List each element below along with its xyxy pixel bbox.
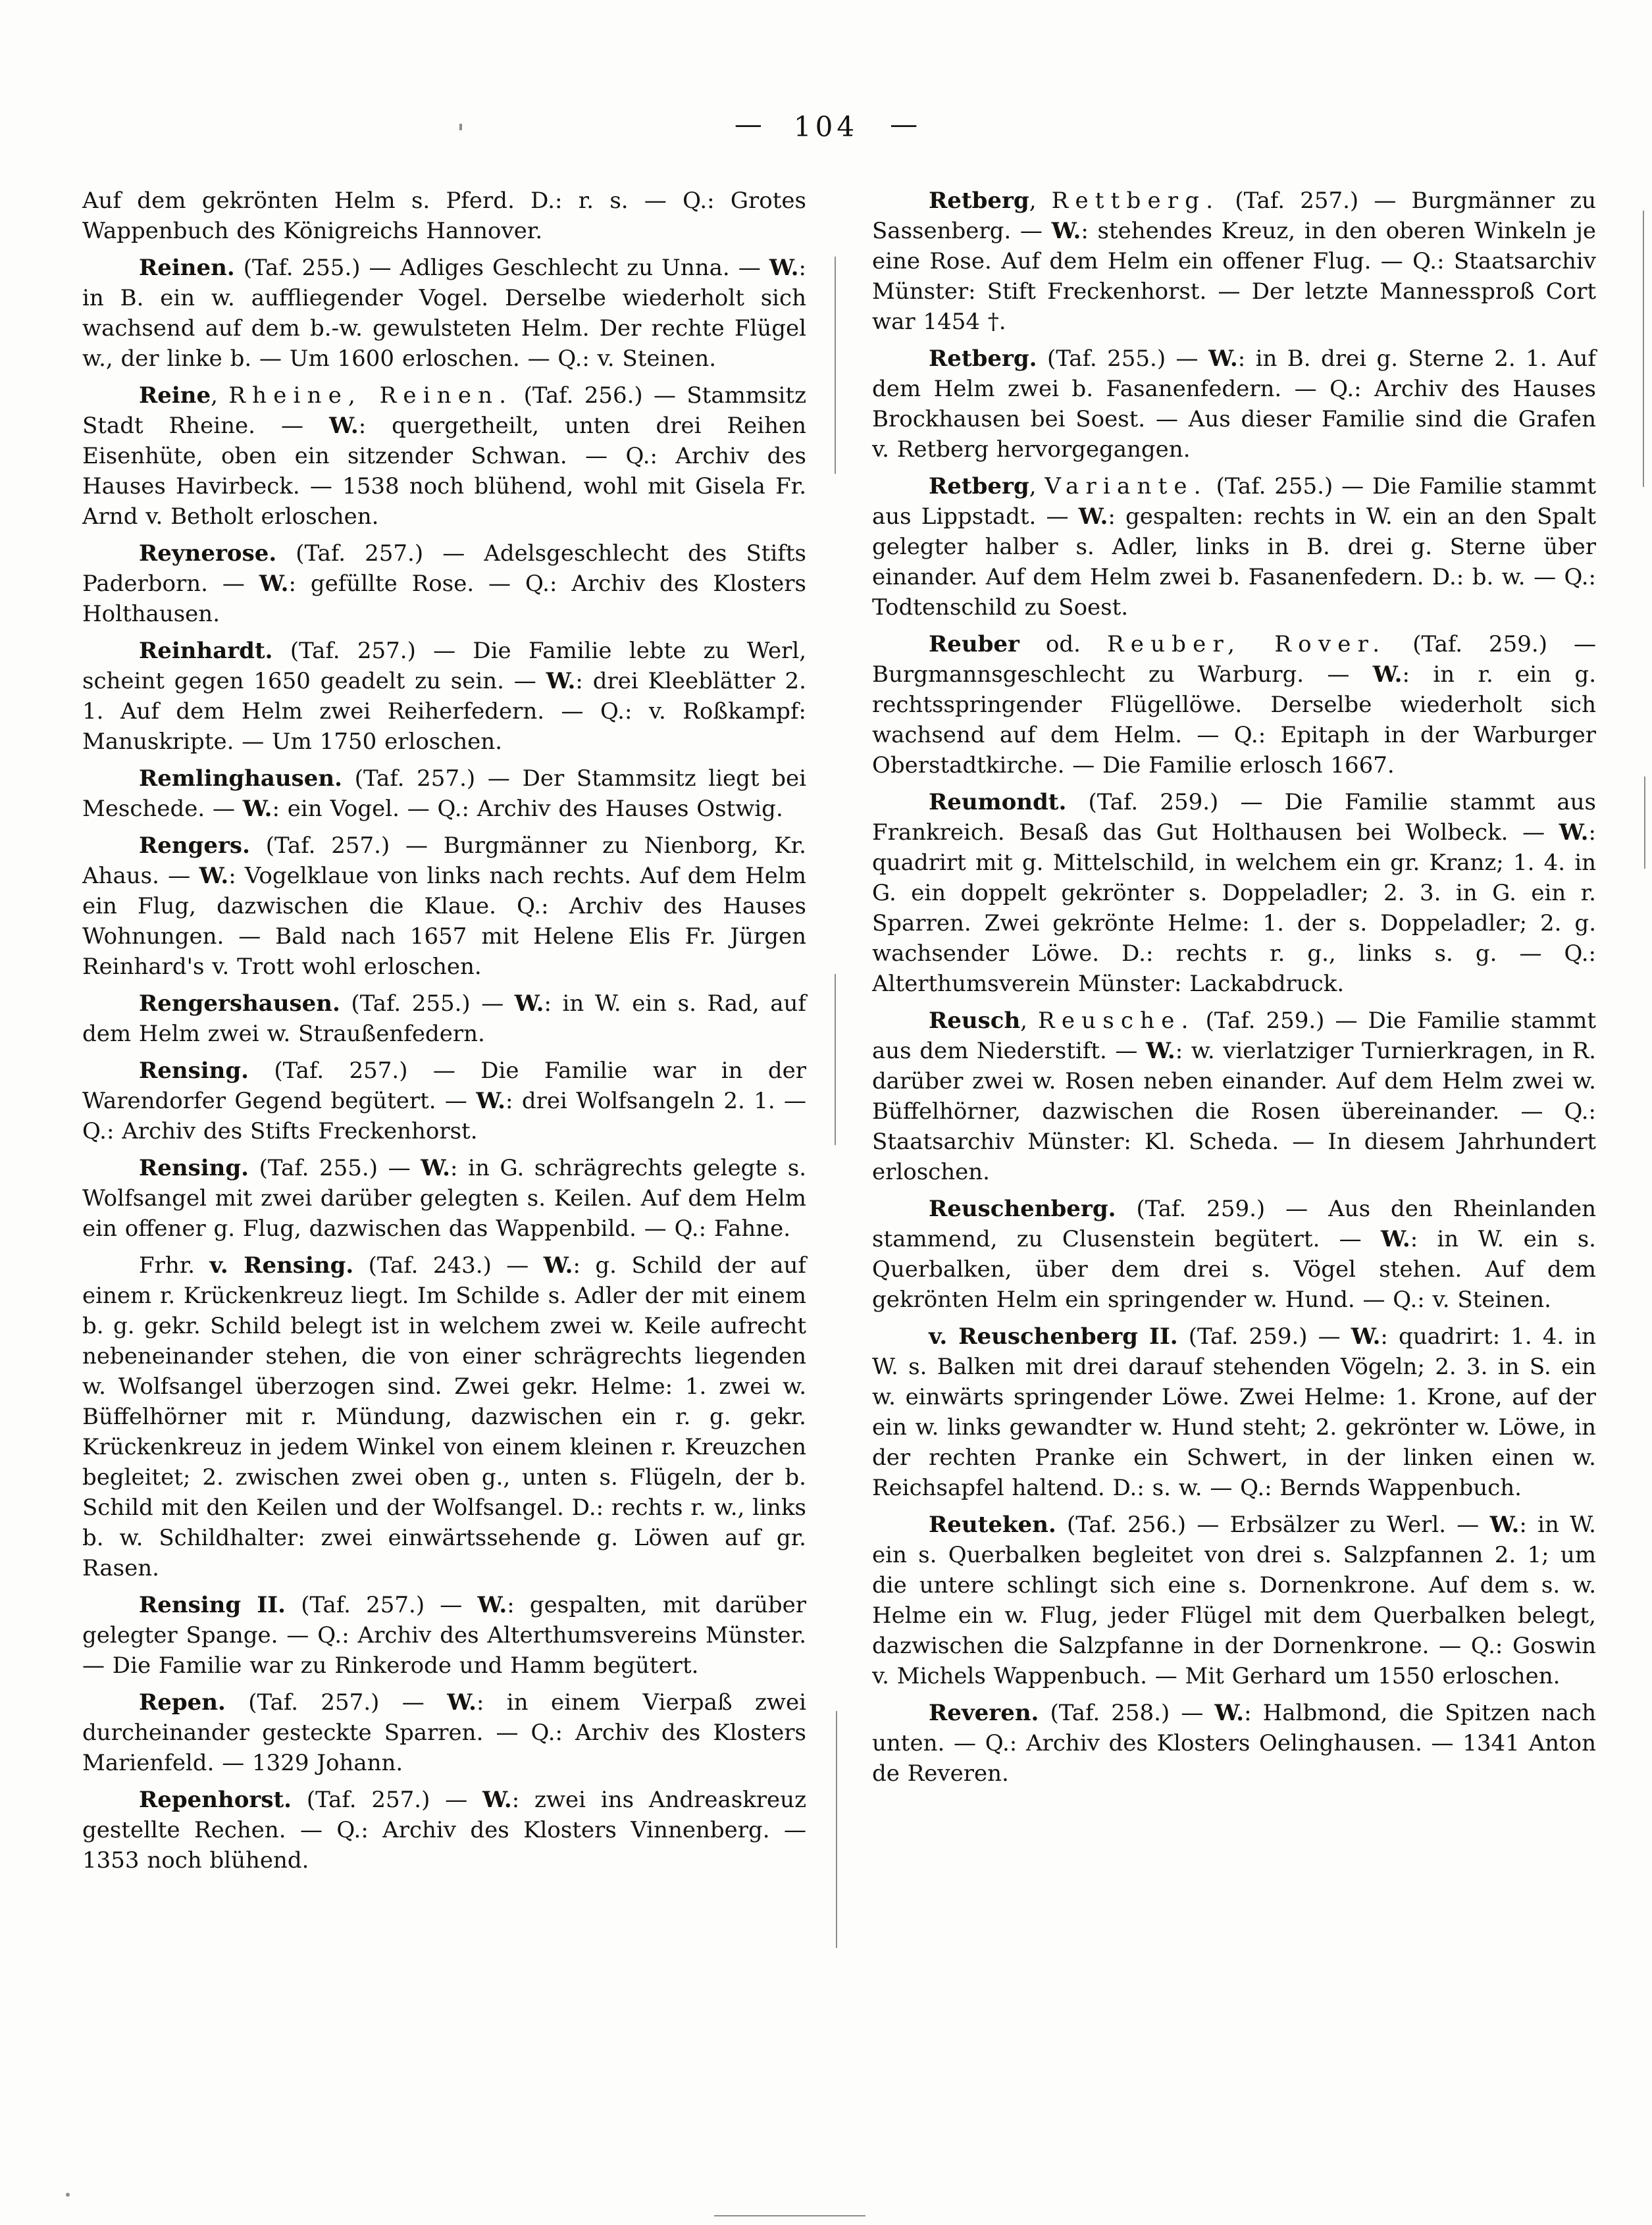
entry-emphasis-text: W. xyxy=(1145,1038,1175,1064)
entry-paragraph xyxy=(82,763,806,824)
left-column xyxy=(82,186,806,1882)
entry-emphasis-text: W. xyxy=(546,668,576,694)
entry-emphasis-text: Reinen. xyxy=(139,255,235,281)
entry-emphasis-text: W. xyxy=(259,571,289,597)
entry-variant-text: Reuber, Rover. xyxy=(1106,631,1387,657)
entry-emphasis-text: Repen. xyxy=(139,1689,226,1716)
entry-body-text: , xyxy=(1020,1008,1039,1034)
scan-speck-artifact xyxy=(459,124,462,130)
right-column xyxy=(872,186,1596,1795)
entry-body-text: : in W. ein s. Querbalken begleitet von drei s. Salzpfannen 2. 1; um die untere schlingt sich eine s. Dornenkrone. Auf dem s. w. Helme ein w. Flug, jeder Flügel mit dem Querbalken belegt, dazwischen die Salzpfanne in der Dornenkrone. — Q.: Goswin v. Michels Wappenbuch. — Mit Gerhard um 1550 erloschen. xyxy=(872,1512,1596,1689)
entry-paragraph xyxy=(82,831,806,982)
entry-emphasis-text: Reuteken. xyxy=(929,1512,1056,1538)
entry-body-text: , xyxy=(1029,473,1045,499)
entry-body-text: (Taf. 255.) — xyxy=(340,990,515,1017)
page-edge-artifact xyxy=(1643,211,1644,487)
entry-emphasis-text: Rengers. xyxy=(139,832,250,859)
entry-paragraph xyxy=(872,344,1596,465)
entry-paragraph xyxy=(82,988,806,1049)
entry-body-text: (Taf. 257.) — Adelsgeschlecht des Stifts Paderborn. — xyxy=(82,540,806,597)
entry-paragraph xyxy=(82,1056,806,1146)
entry-paragraph xyxy=(872,1321,1596,1503)
entry-paragraph xyxy=(82,538,806,629)
entry-body-text: : w. vierlatziger Turnierkragen, in R. darüber zwei w. Rosen neben einander. Auf dem Helm zwei w. Büffelhörner, dazwischen die Rosen übereinander. — Q.: Staatsarchiv Münster: Kl. Scheda. — In diesem Jahrhundert erloschen. xyxy=(872,1038,1596,1185)
entry-emphasis-text: Reine xyxy=(139,382,211,409)
entry-body-text: : drei Kleeblätter 2. 1. Auf dem Helm zwei Reiherfedern. — Q.: v. Roßkampf: Manuskripte. — Um 1750 erloschen. xyxy=(82,668,806,755)
entry-body-text: : in B. drei g. Sterne 2. 1. Auf dem Helm zwei b. Fasanenfedern. — Q.: Archiv des Hauses Brockhausen bei Soest. — Aus dieser Familie sind die Grafen v. Retberg hervorgegangen. xyxy=(872,345,1596,463)
entry-variant-text: Reusche. xyxy=(1038,1008,1195,1034)
entry-emphasis-text: W. xyxy=(1559,819,1589,846)
entry-body-text: (Taf. 255.) — Adliges Geschlecht zu Unna. — xyxy=(234,255,769,281)
page-edge-artifact xyxy=(1644,777,1645,869)
entry-body-text: , xyxy=(211,382,229,409)
entry-body-text: : in B. ein w. auffliegender Vogel. Derselbe wiederholt sich wachsend auf dem b.-w. gewulsteten Helm. Der rechte Flügel w., der linke b. — Um 1600 erloschen. — Q.: v. Steinen. xyxy=(82,255,806,372)
entry-emphasis-text: Remlinghausen. xyxy=(139,765,342,792)
entry-body-text: (Taf. 255.) — xyxy=(249,1155,421,1181)
entry-paragraph xyxy=(82,1785,806,1876)
column-rule-artifact xyxy=(836,1711,837,1948)
entry-paragraph xyxy=(872,629,1596,780)
entry-emphasis-text: W. xyxy=(477,1592,507,1618)
entry-body-text: : gespalten, mit darüber gelegter Spange. — Q.: Archiv des Alterthumsvereins Münster. — Die Familie war zu Rinkerode und Hamm begütert. xyxy=(82,1592,807,1679)
text-columns xyxy=(82,186,1596,1882)
entry-emphasis-text: Reinhardt. xyxy=(139,638,273,664)
page-header xyxy=(0,108,1652,143)
entry-body-text: Frhr. xyxy=(139,1252,210,1279)
entry-paragraph xyxy=(82,253,806,374)
entry-body-text: : g. Schild der auf einem r. Krückenkreuz liegt. Im Schilde s. Adler der mit einem b. g. gekr. Schild belegt ist in welchem zwei w. Keile aufrecht nebeneinander stehen, die von einer schrägrechts liegenden w. Wolfsangel überzogen sind. Zwei gekr. Helme: 1. zwei w. Büffelhörner mit r. Mündung, dazwischen ein r. g. gekr. Krückenkreuz in jedem Winkel von einem kleinen r. Kreuzchen begleitet; 2. zwischen zwei oben g., unten s. Flügeln, der b. Schild mit den Keilen und der Wolfsangel. D.: rechts r. w., links b. w. Schildhalter: zwei einwärtssehende g. Löwen auf gr. Rasen. xyxy=(82,1252,806,1581)
entry-body-text: (Taf. 259.) — Die Familie stammt aus dem Niederstift. — xyxy=(872,1008,1596,1064)
entry-body-text: : drei Wolfsangeln 2. 1. — Q.: Archiv des Stifts Freckenhorst. xyxy=(82,1088,806,1144)
entry-emphasis-text: Retberg xyxy=(929,188,1029,214)
entry-body-text: (Taf. 259.) — xyxy=(1177,1323,1351,1350)
entry-body-text: od. xyxy=(1019,631,1107,657)
entry-emphasis-text: Reuber xyxy=(929,631,1020,657)
entry-paragraph xyxy=(82,1687,806,1778)
entry-body-text: (Taf. 256.) — Stammsitz Stadt Rheine. — xyxy=(82,382,806,439)
entry-emphasis-text: W. xyxy=(1489,1512,1520,1538)
column-rule-artifact xyxy=(835,974,836,1145)
entry-emphasis-text: Rensing II. xyxy=(139,1592,286,1618)
entry-paragraph xyxy=(872,1698,1596,1789)
entry-emphasis-text: Reynerose. xyxy=(139,540,277,567)
entry-emphasis-text: Rensing. xyxy=(139,1155,249,1181)
entry-emphasis-text: W. xyxy=(476,1088,506,1114)
entry-emphasis-text: Reumondt. xyxy=(929,789,1067,815)
entry-paragraph xyxy=(82,1250,806,1583)
entry-emphasis-text: Rensing. xyxy=(139,1058,249,1084)
entry-emphasis-text: W. xyxy=(328,413,359,439)
entry-paragraph xyxy=(872,471,1596,623)
entry-body-text: : ein Vogel. — Q.: Archiv des Hauses Ostwig. xyxy=(272,796,783,822)
entry-body-text: (Taf. 257.) — Burgmänner zu Sassenberg. — xyxy=(872,188,1596,244)
entry-variant-text: Rheine, Reinen. xyxy=(228,382,513,409)
entry-body-text: : in einem Vierpaß zwei durcheinander gesteckte Sparren. — Q.: Archiv des Klosters Marienfeld. — 1329 Johann. xyxy=(82,1689,806,1776)
entry-emphasis-text: W. xyxy=(447,1689,477,1716)
header-dash-left: — xyxy=(734,108,762,140)
entry-body-text: : in W. ein s. Rad, auf dem Helm zwei w. Straußenfedern. xyxy=(82,990,806,1047)
entry-emphasis-text: W. xyxy=(1051,218,1081,244)
entry-emphasis-text: W. xyxy=(1372,661,1403,688)
scan-mark-artifact xyxy=(714,2215,865,2216)
entry-emphasis-text: W. xyxy=(1214,1700,1245,1726)
entry-body-text: , xyxy=(1029,188,1052,214)
entry-emphasis-text: Retberg xyxy=(929,473,1029,499)
entry-body-text: : gefüllte Rose. — Q.: Archiv des Klosters Holthausen. xyxy=(82,571,806,627)
entry-body-text: (Taf. 257.) — xyxy=(225,1689,448,1716)
scan-speck-artifact xyxy=(66,2193,70,2197)
entry-body-text: (Taf. 243.) — xyxy=(353,1252,544,1279)
entry-body-text: : gespalten: rechts in W. ein an den Spalt gelegter halber s. Adler, links in B. drei g. Sterne über einander. Auf dem Helm zwei b. Fasanenfedern. D.: b. w. — Q.: Todtenschild zu Soest. xyxy=(872,503,1596,621)
column-rule-artifact xyxy=(835,257,836,474)
entry-body-text: Auf dem gekrönten Helm s. Pferd. D.: r. s. — Q.: Grotes Wappenbuch des Königreichs Hannover. xyxy=(82,188,806,244)
entry-body-text: (Taf. 257.) — xyxy=(292,1787,483,1813)
entry-body-text: : in G. schrägrechts gelegte s. Wolfsangel mit zwei darüber gelegten s. Keilen. Auf dem Helm ein offener g. Flug, dazwischen das Wappenbild. — Q.: Fahne. xyxy=(82,1155,807,1242)
entry-emphasis-text: Reveren. xyxy=(929,1700,1039,1726)
entry-emphasis-text: W. xyxy=(769,255,799,281)
entry-variant-text: Rettberg. xyxy=(1051,188,1220,214)
entry-emphasis-text: W. xyxy=(543,1252,573,1279)
entry-emphasis-text: W. xyxy=(514,990,544,1017)
entry-emphasis-text: v. Rensing. xyxy=(209,1252,354,1279)
entry-emphasis-text: W. xyxy=(1208,345,1238,372)
entry-body-text: : quergetheilt, unten drei Reihen Eisenhüte, oben ein sitzender Schwan. — Q.: Archiv des Hauses Havirbeck. — 1538 noch blühend, wohl mit Gisela Fr. Arnd v. Betholt erloschen. xyxy=(82,413,806,530)
entry-paragraph xyxy=(872,1510,1596,1691)
entry-paragraph xyxy=(82,1590,806,1681)
entry-body-text: (Taf. 259.) — Burgmannsgeschlecht zu Warburg. — xyxy=(872,631,1596,688)
entry-emphasis-text: Rengershausen. xyxy=(139,990,340,1017)
entry-body-text: : Halbmond, die Spitzen nach unten. — Q.: Archiv des Klosters Oelinghausen. — 1341 Anton de Reveren. xyxy=(872,1700,1596,1787)
page-number: 104 xyxy=(793,111,859,143)
entry-emphasis-text: Repenhorst. xyxy=(139,1787,292,1813)
entry-emphasis-text: W. xyxy=(242,796,272,822)
entry-paragraph xyxy=(872,1006,1596,1187)
header-dash-right: — xyxy=(890,108,918,140)
entry-body-text: : stehendes Kreuz, in den oberen Winkeln je eine Rose. Auf dem Helm ein offener Flug. — Q.: Staatsarchiv Münster: Stift Freckenhorst. — Der letzte Mannessproß Cort war 1454 †. xyxy=(872,218,1596,335)
entry-variant-text: Variante. xyxy=(1045,473,1208,499)
entry-emphasis-text: W. xyxy=(482,1787,512,1813)
entry-body-text: (Taf. 258.) — xyxy=(1039,1700,1215,1726)
entry-paragraph xyxy=(82,380,806,532)
entry-emphasis-text: Reusch xyxy=(929,1008,1021,1034)
entry-body-text: (Taf. 255.) — Die Familie stammt aus Lippstadt. — xyxy=(872,473,1596,530)
entry-emphasis-text: v. Reuschenberg II. xyxy=(929,1323,1178,1350)
entry-body-text: : in W. ein s. Querbalken, über dem drei s. Vögel stehen. Auf dem gekrönten Helm ein springender w. Hund. — Q.: v. Steinen. xyxy=(872,1226,1596,1313)
entry-paragraph xyxy=(82,1153,806,1244)
entry-body-text: : Vogelklaue von links nach rechts. Auf dem Helm ein Flug, dazwischen die Klaue. Q.: Archiv des Hauses Wohnungen. — Bald nach 1657 mit Helene Elis Fr. Jürgen Reinhard's v. Trott wohl erloschen. xyxy=(82,863,806,980)
entry-body-text: (Taf. 259.) — Die Familie stammt aus Frankreich. Besaß das Gut Holthausen bei Wolbeck. — xyxy=(872,789,1596,846)
entry-body-text: (Taf. 255.) — xyxy=(1037,345,1208,372)
entry-body-text: (Taf. 256.) — Erbsälzer zu Werl. — xyxy=(1056,1512,1490,1538)
entry-body-text: (Taf. 257.) — xyxy=(286,1592,478,1618)
entry-body-text: : quadrirt: 1. 4. in W. s. Balken mit drei darauf stehenden Vögeln; 2. 3. in S. ein w. einwärts springender Löwe. Zwei Helme: 1. Krone, auf der ein w. links gewandter w. Hund steht; 2. gekrönter w. Löwe, in der rechten Pranke ein Schwert, in der linken einen w. Reichsapfel haltend. D.: s. w. — Q.: Bernds Wappenbuch. xyxy=(872,1323,1597,1501)
entry-emphasis-text: Retberg. xyxy=(929,345,1037,372)
entry-emphasis-text: W. xyxy=(1351,1323,1381,1350)
entry-body-text: (Taf. 259.) — Aus den Rheinlanden stammend, zu Clusenstein begütert. — xyxy=(872,1196,1596,1252)
entry-body-text: (Taf. 257.) — Burgmänner zu Nienborg, Kr. Ahaus. — xyxy=(82,832,806,889)
entry-emphasis-text: W. xyxy=(199,863,229,889)
entry-paragraph xyxy=(82,636,806,757)
entry-body-text: : quadrirt mit g. Mittelschild, in welchem ein gr. Kranz; 1. 4. in G. ein doppelt gekrönter s. Doppeladler; 2. 3. in G. ein r. Sparren. Zwei gekrönte Helme: 1. der s. Doppeladler; 2. g. wachsender Löwe. D.: rechts r. g., links s. g. — Q.: Alterthumsverein Münster: Lackabdruck. xyxy=(872,819,1596,997)
entry-emphasis-text: W. xyxy=(421,1155,451,1181)
entry-emphasis-text: Reuschenberg. xyxy=(929,1196,1116,1222)
entry-paragraph xyxy=(872,1194,1596,1315)
entry-body-text: (Taf. 257.) — Die Familie lebte zu Werl, scheint gegen 1650 geadelt zu sein. — xyxy=(82,638,806,694)
entry-paragraph xyxy=(82,186,806,246)
entry-body-text: : in r. ein g. rechtsspringender Flügellöwe. Derselbe wiederholt sich wachsend auf dem Helm. — Q.: Epitaph in der Warburger Oberstadtkirche. — Die Familie erlosch 1667. xyxy=(872,661,1596,779)
entry-paragraph xyxy=(872,186,1596,337)
entry-emphasis-text: W. xyxy=(1380,1226,1410,1252)
entry-paragraph xyxy=(872,787,1596,999)
entry-body-text: (Taf. 257.) — Die Familie war in der Warendorfer Gegend begütert. — xyxy=(82,1058,806,1114)
entry-body-text: : zwei ins Andreaskreuz gestellte Rechen. — Q.: Archiv des Klosters Vinnenberg. — 1353 noch blühend. xyxy=(82,1787,806,1874)
entry-body-text: (Taf. 257.) — Der Stammsitz liegt bei Meschede. — xyxy=(82,765,806,822)
entry-emphasis-text: W. xyxy=(1078,503,1108,530)
